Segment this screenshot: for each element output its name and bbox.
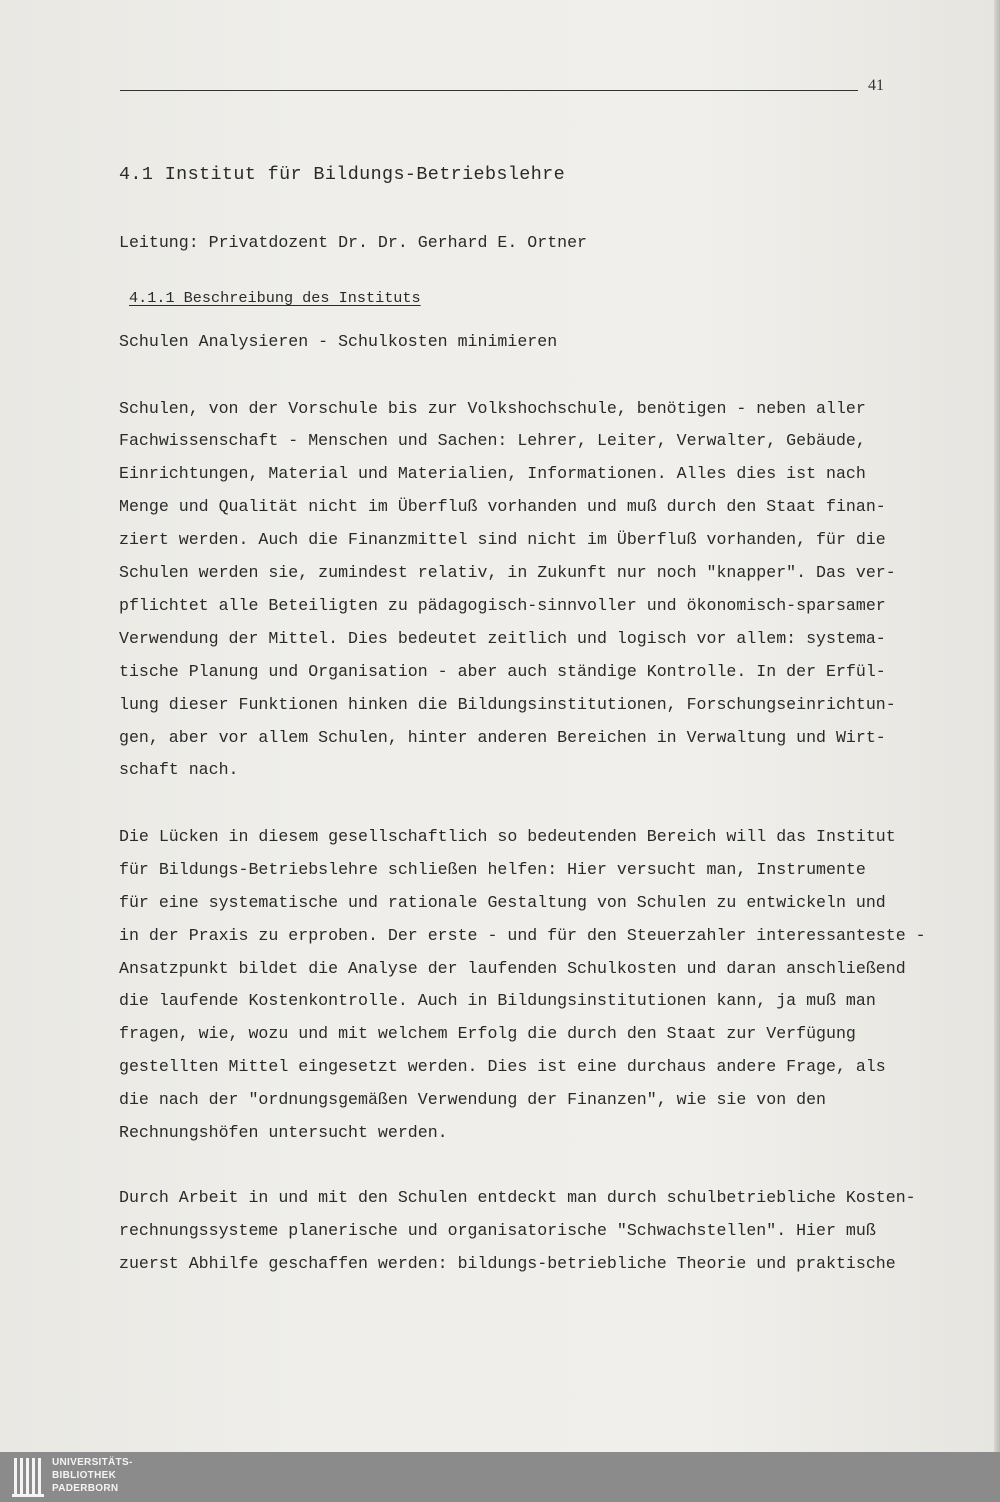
section-heading: 4.1 Institut für Bildungs-Betriebslehre	[119, 164, 566, 185]
page-edge-shadow	[994, 0, 1000, 1452]
text-line: tische Planung und Organisation - aber auch ständige Kontrolle. In der Erfül-	[119, 662, 886, 681]
page-number: 41	[868, 77, 884, 94]
text-line: die laufende Kostenkontrolle. Auch in Bildungsinstitutionen kann, ja muß man	[119, 991, 876, 1010]
leitung-line: Leitung: Privatdozent Dr. Dr. Gerhard E. Ortner	[119, 233, 588, 252]
text-line: Die Lücken in diesem gesellschaftlich so bedeutenden Bereich will das Institut	[119, 827, 896, 846]
text-line: gen, aber vor allem Schulen, hinter anderen Bereichen in Verwaltung und Wirt-	[119, 728, 886, 747]
subsection-heading: 4.1.1 Beschreibung des Instituts	[129, 289, 421, 307]
text-line: Schulen, von der Vorschule bis zur Volkshochschule, benötigen - neben aller	[119, 399, 866, 418]
library-name	[52, 1456, 133, 1495]
header-rule	[120, 90, 858, 91]
text-line: Durch Arbeit in und mit den Schulen entdeckt man durch schulbetriebliche Kosten-	[119, 1188, 916, 1207]
text-line: in der Praxis zu erproben. Der erste - und für den Steuerzahler interessanteste -	[119, 926, 926, 945]
library-name-line: BIBLIOTHEK	[52, 1470, 117, 1481]
text-line: für Bildungs-Betriebslehre schließen helfen: Hier versucht man, Instrumente	[119, 860, 866, 879]
library-name-line: UNIVERSITÄTS-	[52, 1457, 133, 1468]
library-name-line: PADERBORN	[52, 1483, 119, 1494]
text-line: Rechnungshöfen untersucht werden.	[119, 1123, 448, 1142]
text-line: Ansatzpunkt bildet die Analyse der laufenden Schulkosten und daran anschließend	[119, 959, 906, 978]
text-line: Fachwissenschaft - Menschen und Sachen: Lehrer, Leiter, Verwalter, Gebäude,	[119, 431, 866, 450]
text-line: ziert werden. Auch die Finanzmittel sind nicht im Überfluß vorhanden, für die	[119, 530, 886, 549]
text-line: gestellten Mittel eingesetzt werden. Dies ist eine durchaus andere Frage, als	[119, 1057, 886, 1076]
library-logo-icon	[10, 1456, 48, 1498]
text-line: Menge und Qualität nicht im Überfluß vorhanden und muß durch den Staat finan-	[119, 497, 886, 516]
text-line: fragen, wie, wozu und mit welchem Erfolg die durch den Staat zur Verfügung	[119, 1024, 856, 1043]
text-line: lung dieser Funktionen hinken die Bildungsinstitutionen, Forschungseinrichtun-	[119, 695, 896, 714]
tagline: Schulen Analysieren - Schulkosten minimieren	[119, 332, 558, 351]
text-line: Einrichtungen, Material und Materialien, Informationen. Alles dies ist nach	[119, 464, 866, 483]
text-line: für eine systematische und rationale Gestaltung von Schulen zu entwickeln und	[119, 893, 886, 912]
text-line: rechnungssysteme planerische und organisatorische "Schwachstellen". Hier muß	[119, 1221, 876, 1240]
text-line: schaft nach.	[119, 760, 239, 779]
text-line: Schulen werden sie, zumindest relativ, in Zukunft nur noch "knapper". Das ver-	[119, 563, 896, 582]
text-line: die nach der "ordnungsgemäßen Verwendung der Finanzen", wie sie von den	[119, 1090, 827, 1109]
text-line: Verwendung der Mittel. Dies bedeutet zeitlich und logisch vor allem: systema-	[119, 629, 886, 648]
text-line: pflichtet alle Beteiligten zu pädagogisch-sinnvoller und ökonomisch-sparsamer	[119, 596, 886, 615]
text-line: zuerst Abhilfe geschaffen werden: bildungs-betriebliche Theorie und praktische	[119, 1254, 896, 1273]
library-footer-bar	[0, 1452, 1000, 1502]
